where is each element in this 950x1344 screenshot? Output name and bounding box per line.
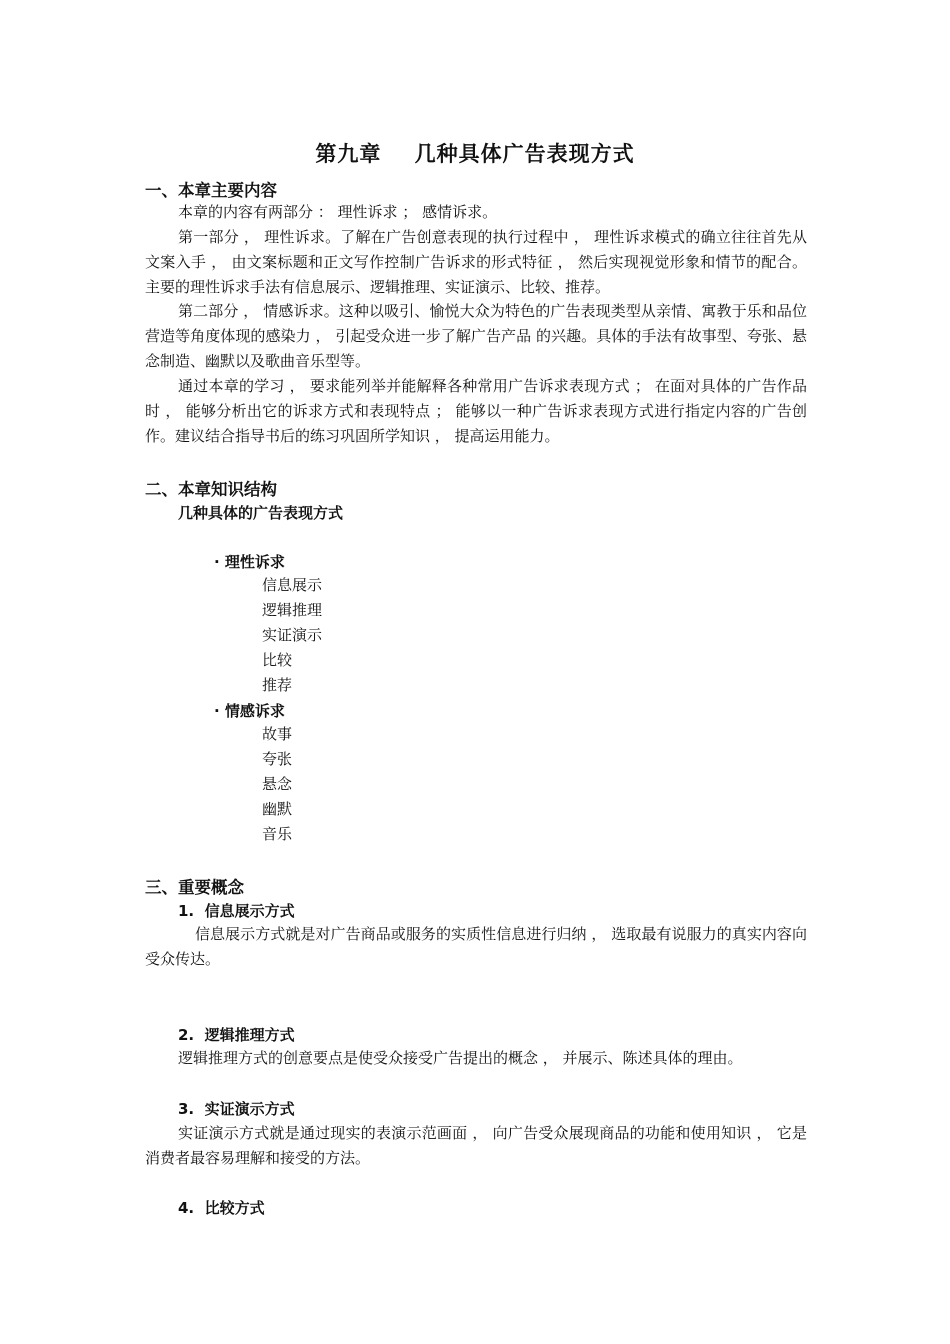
list-item: 悬念 [262, 775, 293, 793]
group-label-emotional: · 情感诉求 [214, 702, 285, 720]
concept-text-demonstration: 实证演示方式就是通过现实的表演示范画面 ， 向广告受众展现商品的功能和使用知识 ， 它是消费者最容易理解和接受的方法。 [145, 1124, 807, 1167]
concept-text-info-display: 信息展示方式就是对广告商品或服务的实质性信息进行归纳 ， 选取最有说服力的真实内容向受众传达。 [145, 925, 807, 968]
emotional-items-list [262, 722, 292, 847]
list-item: 推荐 [262, 676, 293, 694]
concept-text-logic-reasoning: 逻辑推理方式的创意要点是使受众接受广告提出的概念 ， 并展示、陈述具体的理由。 [178, 1049, 743, 1067]
rational-items-list [262, 573, 322, 698]
paragraph-part-one: 第一部分 ， 理性诉求。了解在广告创意表现的执行过程中 ， 理性诉求模式的确立往往首先从文案入手 ， 由文案标题和正文写作控制广告诉求的形式特征 ， 然后实现视觉形象和情节的配合。主要的理性诉求手法有信息展示、逻辑推理、实证演示、比较、推荐。 [145, 228, 807, 296]
concept-title-info-display: 1. 信息展示方式 [178, 902, 295, 920]
section-heading-knowledge-structure: 二、本章知识结构 [145, 480, 277, 499]
chapter-title: 第九章 几种具体广告表现方式 [315, 142, 635, 166]
list-item: 逻辑推理 [262, 601, 323, 619]
knowledge-structure-subtitle: 几种具体的广告表现方式 [178, 504, 344, 522]
concept-title-logic-reasoning: 2. 逻辑推理方式 [178, 1026, 295, 1044]
list-item: 实证演示 [262, 626, 323, 644]
paragraph-learning-goals: 通过本章的学习 ， 要求能列举并能解释各种常用广告诉求表现方式 ； 在面对具体的广告作品时 ， 能够分析出它的诉求方式和表现特点 ； 能够以一种广告诉求表现方式进行指定内容的广告创作。建议结合指导书后的练习巩固所学知识 ， 提高运用能力。 [145, 377, 807, 445]
section-heading-main-content: 一、本章主要内容 [145, 181, 277, 200]
paragraph-intro: 本章的内容有两部分 ： 理性诉求 ； 感情诉求。 [178, 203, 498, 221]
list-item: 幽默 [262, 800, 293, 818]
list-item: 音乐 [262, 825, 293, 843]
group-label-rational: · 理性诉求 [214, 553, 285, 571]
concept-title-demonstration: 3. 实证演示方式 [178, 1100, 295, 1118]
list-item: 夸张 [262, 750, 293, 768]
list-item: 故事 [262, 725, 293, 743]
list-item: 信息展示 [262, 576, 323, 594]
paragraph-part-two: 第二部分 ， 情感诉求。这种以吸引、愉悦大众为特色的广告表现类型从亲情、寓教于乐和品位营造等角度体现的感染力 ， 引起受众进一步了解广告产品 的兴趣。具体的手法有故事型、夸张、悬念制造、幽默以及歌曲音乐型等。 [145, 302, 807, 370]
section-heading-key-concepts: 三、重要概念 [145, 878, 244, 897]
list-item: 比较 [262, 651, 293, 669]
concept-title-comparison: 4. 比较方式 [178, 1199, 265, 1217]
